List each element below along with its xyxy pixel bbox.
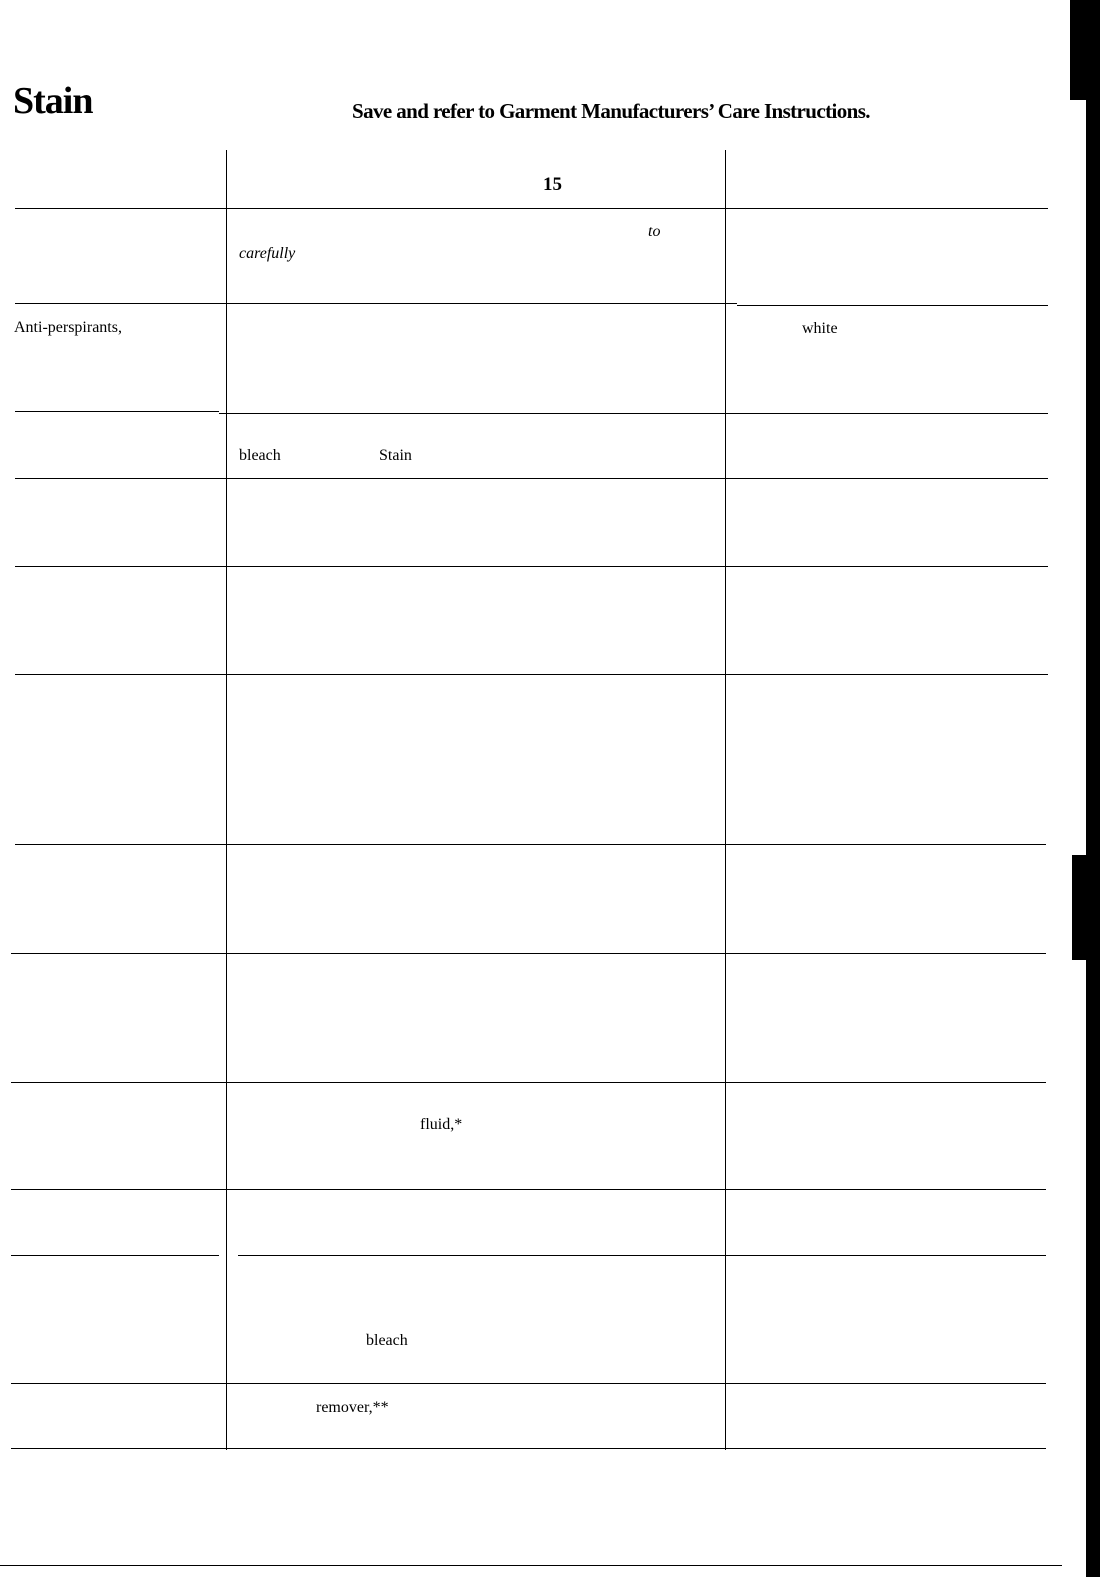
right-edge-bar-top bbox=[1070, 0, 1100, 100]
page-title: Stain bbox=[13, 80, 93, 122]
right-edge-bar-main bbox=[1086, 100, 1100, 1577]
row-divider bbox=[15, 208, 1048, 209]
row1-fragment-carefully: carefully bbox=[239, 245, 296, 262]
header-cell-number: 15 bbox=[543, 174, 562, 195]
row-divider bbox=[11, 1255, 219, 1256]
row1-fragment-to: to bbox=[648, 223, 661, 240]
page-subtitle: Save and refer to Garment Manufacturers’ Care Instructions. bbox=[352, 99, 870, 123]
row3-fragment-bleach: bleach bbox=[239, 447, 281, 464]
row-divider bbox=[238, 1255, 1046, 1256]
row-divider bbox=[11, 1448, 1046, 1449]
row-divider bbox=[15, 674, 1048, 675]
row12-fragment-remover: remover,** bbox=[316, 1399, 389, 1416]
right-edge-bar-tab bbox=[1072, 855, 1100, 960]
row2-stain-name: Anti-perspirants, bbox=[14, 319, 122, 336]
row-divider bbox=[15, 411, 219, 412]
row-divider bbox=[15, 844, 1046, 845]
row-divider bbox=[11, 1383, 1046, 1384]
row-divider bbox=[11, 1082, 1046, 1083]
row9-fragment-fluid: fluid,* bbox=[420, 1116, 463, 1133]
row-divider bbox=[219, 413, 1048, 414]
row-divider bbox=[15, 566, 1048, 567]
row-divider bbox=[737, 305, 1048, 306]
row-divider bbox=[11, 953, 1046, 954]
row11-fragment-bleach: bleach bbox=[366, 1332, 408, 1349]
page-bottom-rule bbox=[0, 1565, 1062, 1566]
row-divider bbox=[11, 1189, 1046, 1190]
row3-fragment-stain: Stain bbox=[379, 447, 412, 464]
column-divider-1 bbox=[226, 150, 227, 1450]
row-divider bbox=[15, 303, 737, 304]
row-divider bbox=[15, 478, 1048, 479]
row2-fragment-white: white bbox=[802, 320, 838, 337]
